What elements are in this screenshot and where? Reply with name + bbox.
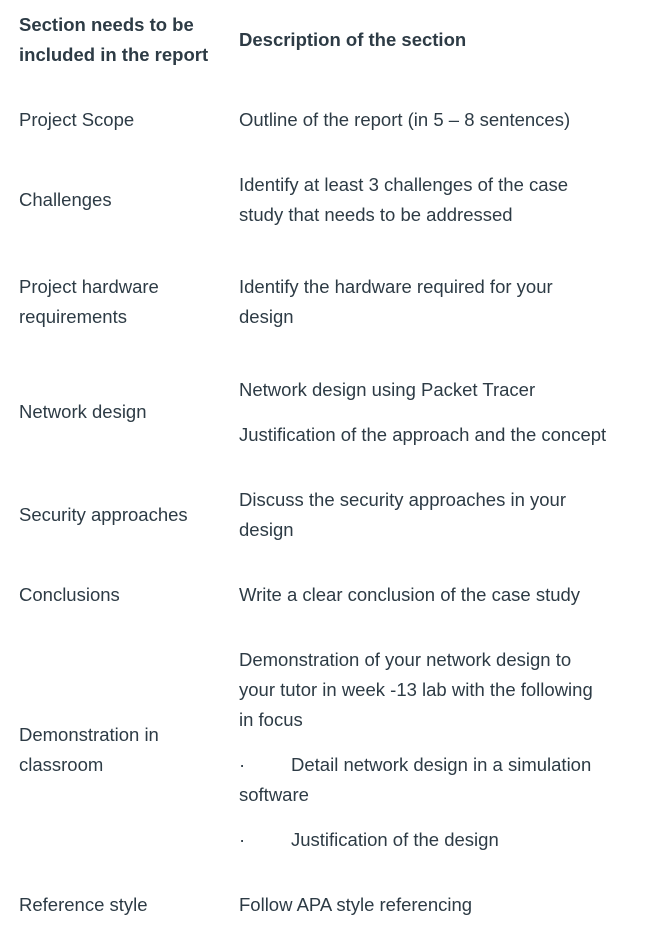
section-description bbox=[239, 170, 649, 230]
description-line: design bbox=[239, 519, 294, 540]
section-name: Network design bbox=[19, 401, 147, 422]
header-section-line-1: Section needs to be bbox=[19, 14, 194, 35]
section-name-line: Project hardware bbox=[19, 276, 159, 297]
section-name: Conclusions bbox=[19, 584, 120, 605]
description-line: in focus bbox=[239, 709, 303, 730]
description-line: Identify the hardware required for your bbox=[239, 276, 553, 297]
description-line: Justification of the approach and the concept bbox=[239, 424, 607, 445]
section-name: Security approaches bbox=[19, 504, 188, 525]
section-name-line: requirements bbox=[19, 306, 127, 327]
section-description: Write a clear conclusion of the case study bbox=[239, 584, 581, 605]
header-section-line-2: included in the report bbox=[19, 44, 209, 65]
section-name: Project Scope bbox=[19, 109, 135, 130]
section-name-line: Demonstration in bbox=[19, 724, 159, 745]
section-name-line: classroom bbox=[19, 754, 104, 775]
bullet-marker: · bbox=[239, 829, 246, 850]
description-line: Discuss the security approaches in your bbox=[239, 489, 566, 510]
section-description bbox=[239, 375, 649, 450]
section-name: Challenges bbox=[19, 189, 112, 210]
header-description-column: Description of the section bbox=[239, 29, 467, 50]
description-line: study that needs to be addressed bbox=[239, 204, 513, 225]
bullet-item bbox=[239, 825, 649, 855]
description-line: Identify at least 3 challenges of the case bbox=[239, 174, 569, 195]
bullet-marker: · bbox=[239, 754, 246, 775]
bullet-continuation: software bbox=[239, 784, 309, 805]
bullet-text: Detail network design in a simulation bbox=[291, 754, 592, 775]
section-description bbox=[239, 272, 649, 332]
section-name: Reference style bbox=[19, 894, 148, 915]
section-description bbox=[239, 485, 649, 545]
section-name bbox=[19, 272, 224, 332]
description-line: Demonstration of your network design to bbox=[239, 649, 572, 670]
description-line: your tutor in week -13 lab with the following bbox=[239, 679, 593, 700]
header-section-column bbox=[19, 10, 224, 70]
bullet-text: Justification of the design bbox=[291, 829, 499, 850]
description-line: Network design using Packet Tracer bbox=[239, 379, 536, 400]
section-description: Outline of the report (in 5 – 8 sentences) bbox=[239, 109, 571, 130]
section-description bbox=[239, 645, 649, 855]
section-name bbox=[19, 720, 224, 780]
bullet-item bbox=[239, 750, 649, 780]
section-description: Follow APA style referencing bbox=[239, 894, 473, 915]
description-line: design bbox=[239, 306, 294, 327]
